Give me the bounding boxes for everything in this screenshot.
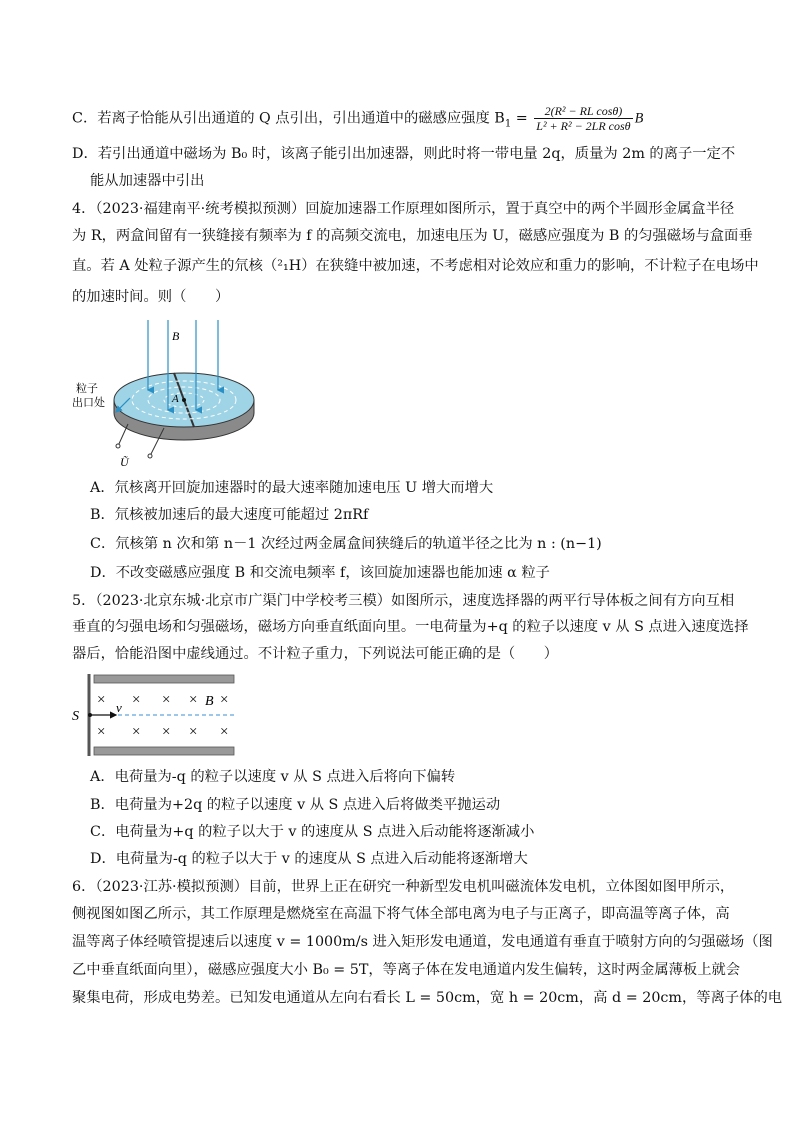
q4-option-d: D．不改变磁感应强度 B 和交流电频率 f，该回旋加速器也能加速 α 粒子 [90, 565, 550, 581]
q3-option-c-eq: = [511, 110, 533, 127]
q3-fraction-numerator: 2(R² − RL cosθ) [534, 104, 632, 119]
fig-label-u: Ũ [120, 455, 129, 469]
q6-stem-line5: 聚集电荷，形成电势差。已知发电通道从左向右看长 L = 50cm，宽 h = 20cm，高 d = 20cm，等离子体的电 [72, 990, 783, 1006]
fig-label-b: B [205, 694, 214, 709]
field-cross: × [132, 724, 141, 740]
q4-stem-line4: 的加速时间。则（ ） [72, 289, 230, 305]
field-cross: × [189, 692, 198, 708]
q3-option-d-line2: 能从加速器中引出 [90, 173, 205, 189]
q4-option-c: C．氘核第 n 次和第 n－1 次经过两金属盒间狭缝后的轨道半径之比为 n : (n−1) [90, 536, 602, 552]
q5-stem-line2: 垂直的匀强电场和匀强磁场，磁场方向垂直纸面向里。一电荷量为+q 的粒子以速度 v 从 S 点进入速度选择 [72, 619, 749, 635]
q4-stem-line3: 直。若 A 处粒子源产生的氘核（²₁H）在狭缝中被加速，不考虑相对论效应和重力的影响，不计粒子在电场中 [72, 258, 759, 274]
q3-option-c-sub: 1 [504, 118, 512, 130]
q5-option-d: D．电荷量为-q 的粒子以大于 v 的速度从 S 点进入后动能将逐渐增大 [90, 851, 528, 867]
q3-option-c-fraction [534, 104, 632, 133]
field-cross: × [189, 724, 198, 740]
q4-option-a: A．氘核离开回旋加速器时的最大速率随加速电压 U 增大而增大 [90, 480, 494, 496]
q5-stem-line3: 器后，恰能沿图中虚线通过。不计粒子重力，下列说法可能正确的是（ ） [72, 646, 559, 662]
q3-option-c [72, 104, 643, 134]
fig-label-v: v [116, 700, 122, 715]
q5-option-c: C．电荷量为+q 的粒子以大于 v 的速度从 S 点进入后动能将逐渐减小 [90, 824, 535, 840]
field-cross: × [162, 724, 171, 740]
fig-label-a: A [172, 393, 179, 405]
q3-option-c-tail: B [634, 110, 644, 127]
q5-option-a: A．电荷量为-q 的粒子以速度 v 从 S 点进入后将向下偏转 [90, 769, 456, 785]
q3-option-c-text: C．若离子恰能从引出通道的 Q 点引出，引出通道中的磁感应强度 B [72, 110, 505, 127]
velocity-selector-figure [72, 672, 242, 760]
q6-stem-line1: 6．（2023·江苏·模拟预测）目前，世界上正在研究一种新型发电机叫磁流体发电机，立体图如图甲所示， [72, 879, 735, 895]
q3-fraction-denominator: L² + R² − 2LR cosθ [536, 119, 631, 133]
field-cross: × [162, 692, 171, 708]
field-cross: × [97, 692, 106, 708]
field-cross: × [132, 692, 141, 708]
fig-label-exit2: 出口处 [72, 397, 105, 409]
q3-option-d-line1: D．若引出通道中磁场为 B₀ 时，该离子能引出加速器，则此时将一带电量 2q，质量为 2m 的离子一定不 [72, 146, 736, 162]
field-cross: × [220, 724, 229, 740]
q4-stem-line2: 为 R，两盒间留有一狭缝接有频率为 f 的高频交流电，加速电压为 U，磁感应强度为 B 的匀强磁场与盒面垂 [72, 228, 753, 244]
q6-stem-line3: 温等离子体经喷管提速后以速度 v = 1000m/s 进入矩形发电通道，发电通道有垂直于喷射方向的匀强磁场（图 [72, 934, 773, 950]
fig-label-exit1: 粒子 [76, 383, 98, 395]
fig-label-s: S [72, 709, 79, 724]
cyclotron-figure [72, 318, 272, 473]
field-cross: × [220, 692, 229, 708]
field-cross: × [97, 724, 106, 740]
q4-option-b: B．氘核被加速后的最大速度可能超过 2πRf [90, 507, 369, 523]
q6-stem-line2: 侧视图如图乙所示，其工作原理是燃烧室在高温下将气体全部电离为电子与正离子，即高温等离子体，高 [72, 906, 730, 922]
q5-option-b: B．电荷量为+2q 的粒子以速度 v 从 S 点进入后将做类平抛运动 [90, 797, 501, 813]
q6-stem-line4: 乙中垂直纸面向里），磁感应强度大小 B₀ = 5T，等离子体在发电通道内发生偏转，这时两金属薄板上就会 [72, 962, 741, 978]
fig-label-b: B [172, 329, 180, 343]
q5-stem-line1: 5．（2023·北京东城·北京市广渠门中学校考三模）如图所示，速度选择器的两平行导体板之间有方向互相 [72, 593, 735, 609]
q4-stem-line1: 4．（2023·福建南平·统考模拟预测）回旋加速器工作原理如图所示，置于真空中的两个半圆形金属盒半径 [72, 201, 735, 217]
